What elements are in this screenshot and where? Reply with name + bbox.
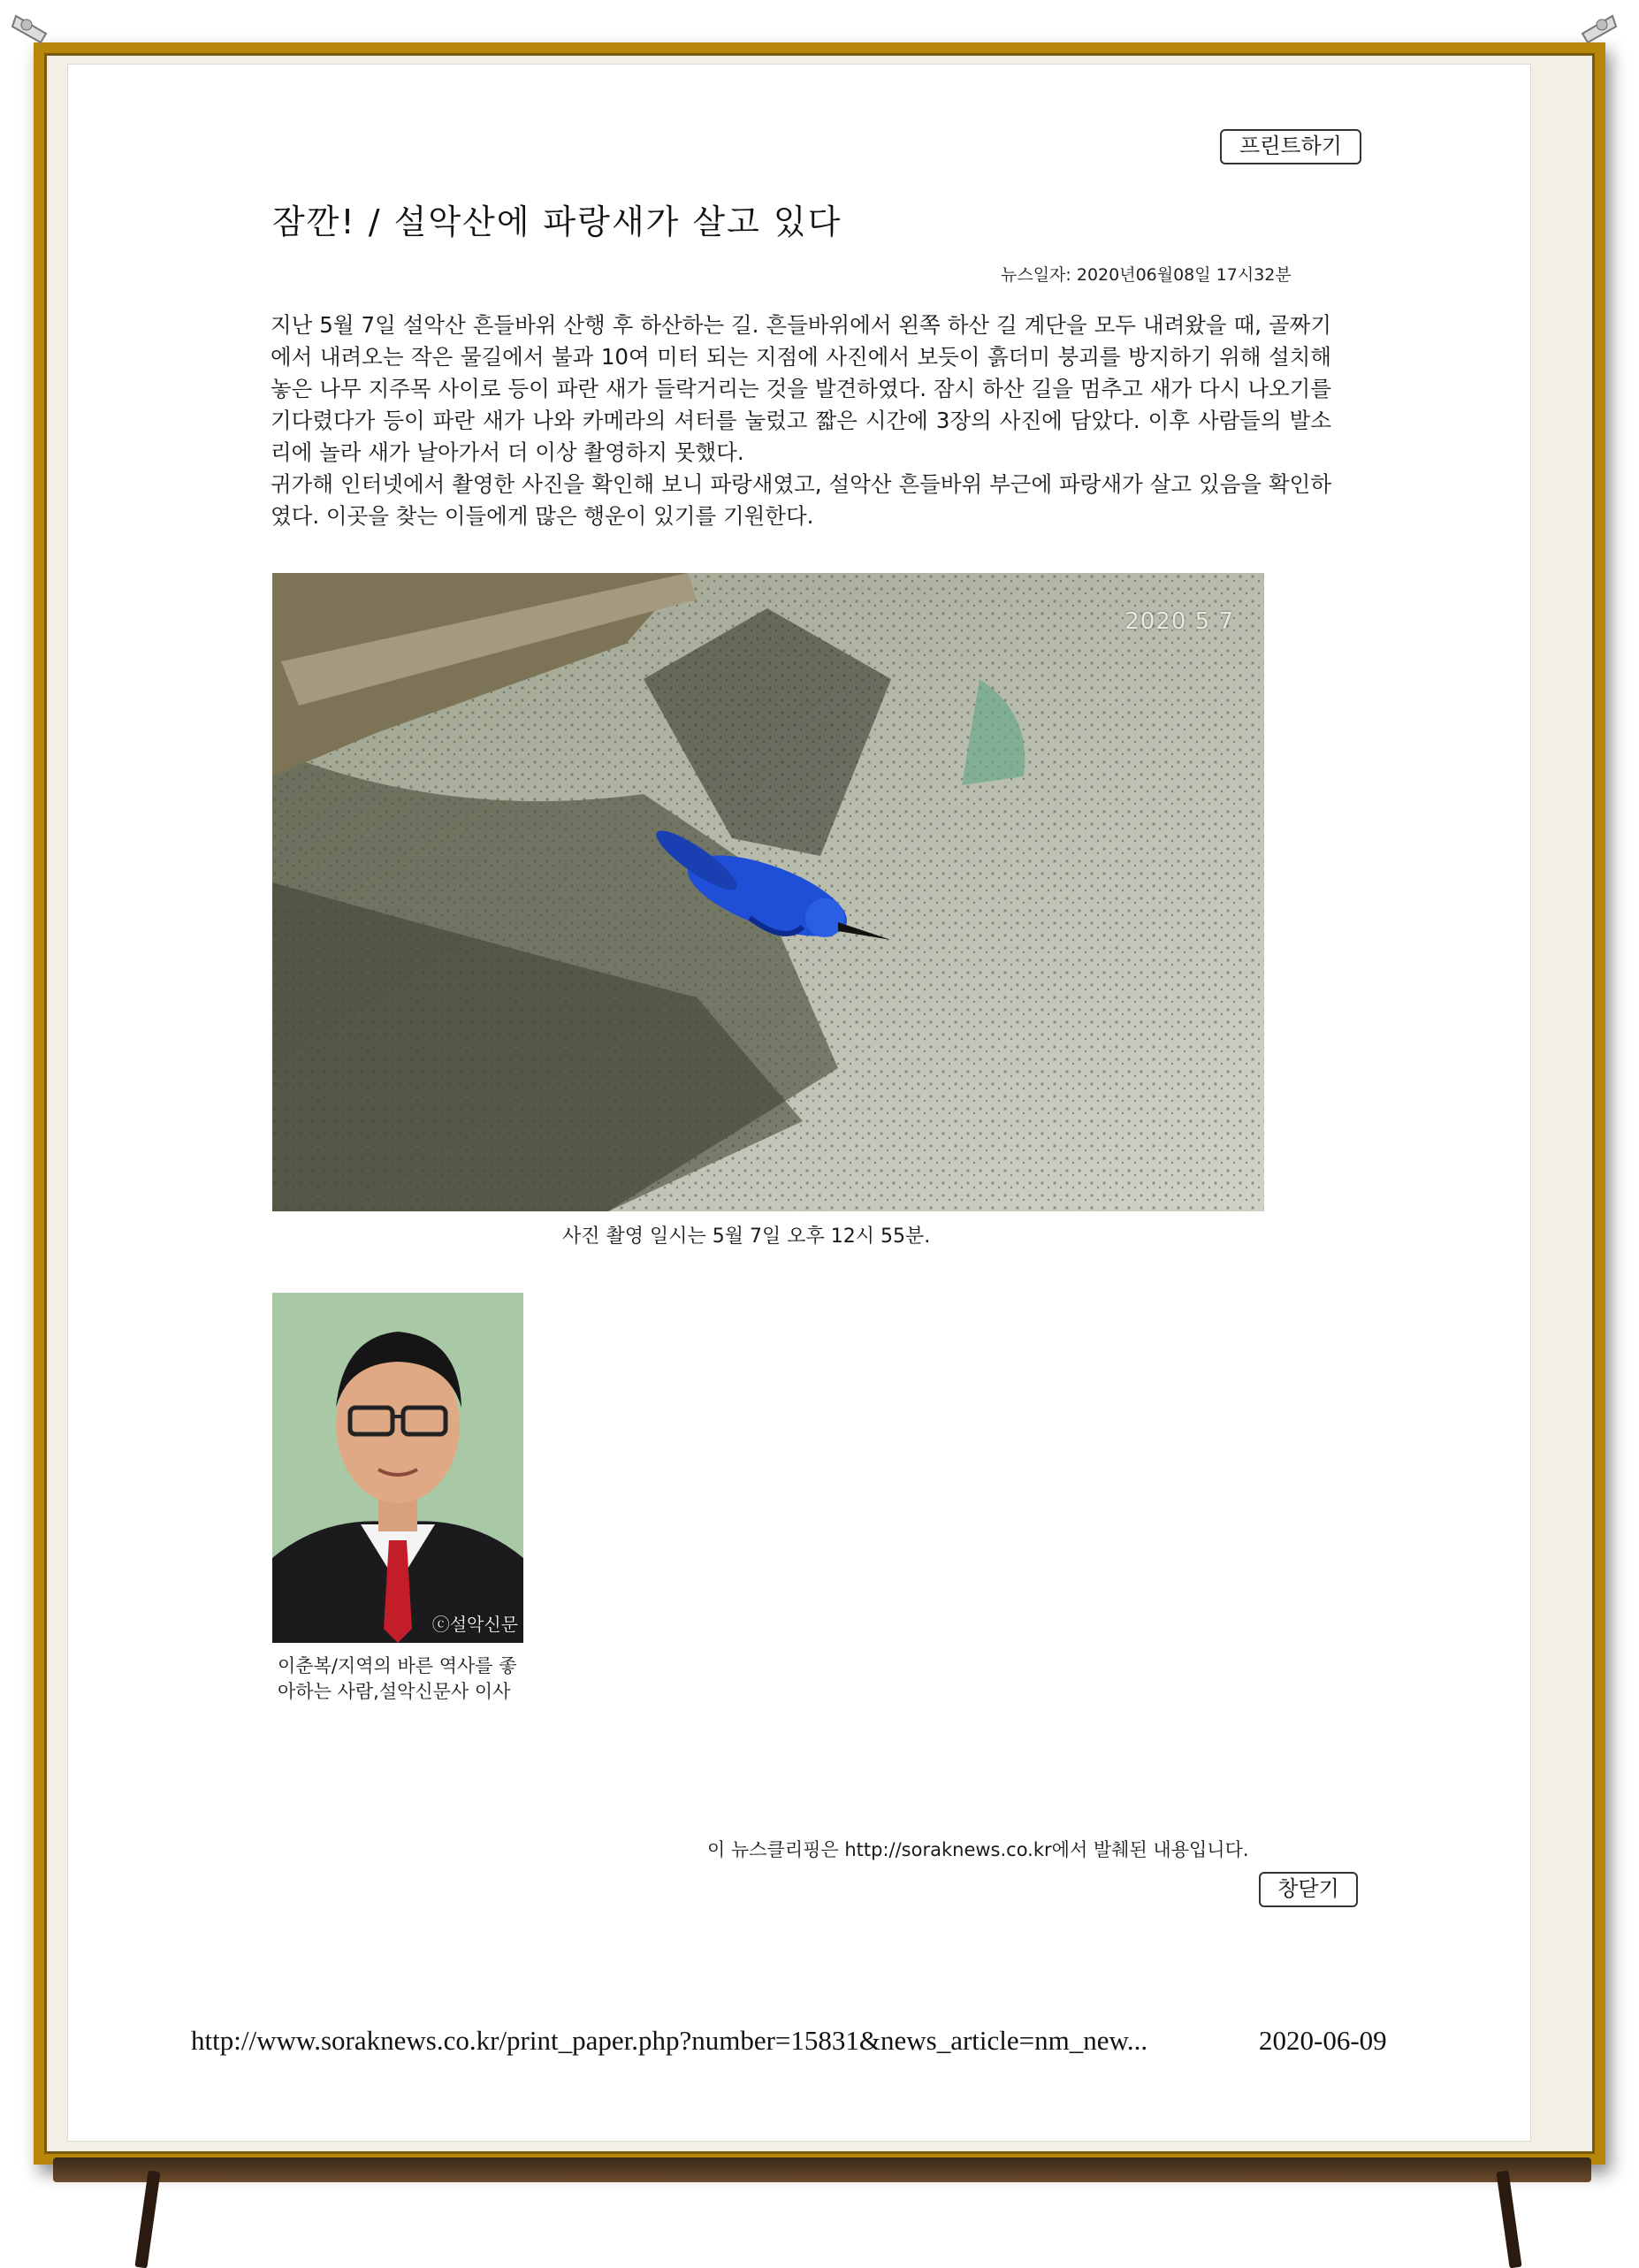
photo-timestamp: 2020 5 7 — [1124, 608, 1234, 635]
author-portrait-image — [272, 1293, 523, 1643]
footer-date: 2020-06-09 — [1259, 2025, 1387, 2056]
paragraph-2: 귀가해 인터넷에서 촬영한 사진을 확인해 보니 파랑새였고, 설악산 흔들바위 부근에 파랑새가 살고 있음을 확인하였다. 이곳을 찾는 이들에게 많은 행운이 있기를 기원한다. — [271, 471, 1331, 529]
article-date: 뉴스일자: 2020년06월08일 17시32분 — [1001, 265, 1292, 285]
clipping-notice: 이 뉴스클리핑은 http://soraknews.co.kr에서 발췌된 내용입니다. — [707, 1839, 1249, 1860]
paragraph-1: 지난 5월 7일 설악산 흔들바위 산행 후 하산하는 길. 흔들바위에서 왼쪽 하산 길 계단을 모두 내려왔을 때, 골짜기에서 내려오는 작은 물길에서 불과 10여 미터 되는 지점에 사진에서 보듯이 흙더미 붕괴를 방지하기 위해 설치해 놓은 나무 지주목 사이로 등이 파란 새가 들락거리는 것을 발견하였다. 잠시 하산 길을 멈추고 새가 다시 나오기를 기다렸다가 등이 파란 새가 나와 카메라의 셔터를 눌렀고 짧은 시간에 3장의 사진에 담았다. 이후 사람들의 발소리에 놀라 새가 날아가서 더 이상 촬영하지 못했다. — [271, 312, 1331, 465]
photo-caption: 사진 촬영 일시는 5월 7일 오후 12시 55분. — [562, 1226, 931, 1248]
bluebird-photo-image — [272, 573, 1264, 1211]
clip-top-left-icon — [7, 7, 64, 64]
frame-leg-left — [134, 2171, 160, 2268]
article-title: 잠깐! / 설악산에 파랑새가 살고 있다 — [272, 202, 842, 241]
footer-url: http://www.soraknews.co.kr/print_paper.php?number=15831&news_article=nm_new... — [191, 2025, 1148, 2056]
close-window-button[interactable]: 창닫기 — [1259, 1872, 1358, 1907]
author-photo — [272, 1293, 523, 1643]
print-button[interactable]: 프린트하기 — [1220, 129, 1361, 164]
author-caption: 이춘복/지역의 바른 역사를 좋아하는 사람,설악신문사 이사 — [278, 1655, 517, 1702]
author-photo-stamp: ⓒ설악신문 — [431, 1614, 518, 1635]
clip-top-right-icon — [1565, 7, 1621, 64]
frame-leg-right — [1496, 2171, 1521, 2268]
frame-stand-bar — [53, 2157, 1591, 2182]
article-body — [271, 309, 1331, 532]
bluebird-photo — [272, 573, 1264, 1211]
